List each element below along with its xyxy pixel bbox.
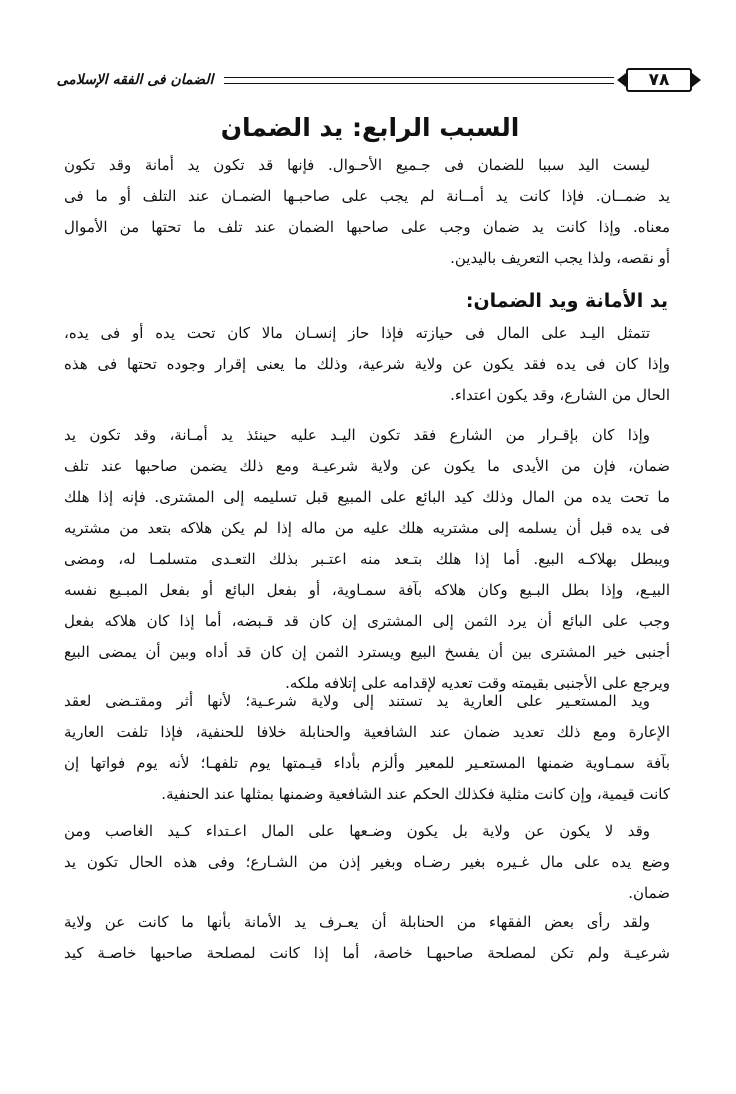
- chapter-title: السبب الرابع: يد الضمان: [220, 113, 520, 142]
- text-line: الإعارة ومع ذلك تعديد ضمان عند الشافعية والحنابلة خلافا للحنفية، فإذا تلفت العارية: [64, 723, 670, 741]
- text-line: ويرجع على الأجنبى بقيمته وقت تعديه لإقدامه على إتلافه ملكه.: [285, 674, 670, 692]
- text-line: أجنبى خير المشترى بين أن يفسخ البيع ويسترد الثمن إن كان قد أداه وبين أن يمضى البيع: [64, 643, 670, 661]
- text-line: وقد لا يكون عن ولاية بل يكون وضـعها على المال اعـتداء كـيد الغاصب ومن: [64, 822, 650, 840]
- paragraph: [64, 150, 670, 274]
- text-line: ضمان.: [628, 884, 670, 902]
- text-line: تتمثل اليـد على المال فى حيازته فإذا حاز إنسـان مالا كان تحت يده أو فى يده،: [64, 324, 650, 342]
- text-line: وإذا كان بإقـرار من الشارع فقد تكون اليـد عليه حينئذ يد أمـانة، وقد تكون يد: [64, 426, 650, 444]
- text-line: ويد المستعـير على العارية يد تستند إلى ولاية شرعـية؛ لأنها أثر ومقتـضى لعقد: [64, 692, 650, 710]
- text-line: وجب على البائع أن يرد الثمن إلى المشترى إن كان قد قـبضه، أما إذا كان هلاكه بفعل: [64, 612, 670, 630]
- text-line: ليست اليد سببا للضمان فى جـميع الأحـوال. فإنها قد تكون يد أمانة وقد تكون: [64, 156, 650, 174]
- section-heading: يد الأمانة ويد الضمان:: [465, 290, 668, 312]
- text-line: كانت قيمية، وإن كانت مثلية فكذلك الحكم عند الشافعية وضمنها بمثلها عند الحنفية.: [161, 785, 670, 803]
- text-line: وإذا كان فى يده فقد يكون عن ولاية شرعية، وذلك ما يعنى إقرار وجوده تحتها فى هذه: [64, 355, 670, 373]
- text-line: ولقد رأى بعض الفقهاء من الحنابلة أن يعـرف يد الأمانة بأنها ما كانت عن ولاية: [64, 913, 650, 931]
- page-number-box: [626, 68, 692, 92]
- paragraph: [64, 420, 670, 699]
- text-line: ضمان، فإن من الأيدى ما يكون عن ولاية شرعيـة ومع ذلك يضمن صاحبها عند تلف: [64, 457, 670, 475]
- text-line: وضع يده على مال غـيره بغير رضـاه وبغير إذن من الشـارع؛ وفى هذه الحال تكون يد: [64, 853, 670, 871]
- running-header: [52, 62, 692, 100]
- text-line: بآفة سمـاوية ضمنها المستعـير للمعير وألزم بأداء قيـمتها يوم تلفهـا؛ لأنه يوم فواتها إن: [64, 754, 670, 772]
- text-line: شرعيـة ولم تكن لمصلحة صاحبهـا خاصة، أما إذا كانت لمصلحة صاحبها خاصـة كيد: [64, 944, 670, 962]
- text-line: أو نقصه، ولذا يجب التعريف باليدين.: [450, 249, 670, 267]
- paragraph: [64, 686, 670, 810]
- text-line: ما تحت يده من المال وذلك كيد البائع على المبيع قبل تسليمه إلى المشترى. فإنه إذا هلك: [64, 488, 670, 506]
- text-line: فى يده قبل أن يسلمه إلى مشتريه هلك عليه من ماله إذا لم يكن هلاكه بتعد من مشتريه: [64, 519, 670, 537]
- paragraph: [64, 907, 670, 969]
- paragraph: [64, 318, 670, 411]
- text-line: يد ضمــان. فإذا كانت يد أمــانة لم يجب على صاحبـها الضمـان عند التلف أو ما فى: [64, 187, 670, 205]
- text-line: معناه. وإذا كانت يد ضمان وجب على صاحبها الضمان عند تلف ما تحتها من الأموال: [64, 218, 670, 236]
- running-title: الضمان فى الفقه الإسلامى: [56, 72, 214, 88]
- page-number: ٧٨: [648, 70, 670, 90]
- header-double-rule: [224, 77, 614, 84]
- text-line: الحال من الشارع، وقد يكون اعتداء.: [450, 386, 670, 404]
- text-line: ويبطل بهلاكـه البيع. أما إذا هلك بتـعد منه اعتـبر بذلك التعـدى متسلمـا له، ومضى: [64, 550, 670, 568]
- text-line: البيـع، وإذا بطل البـيع وكان هلاكه بآفة سمـاوية، أو بفعل البائع أو بفعل المبـيع نفسه: [64, 581, 670, 599]
- paragraph: [64, 816, 670, 909]
